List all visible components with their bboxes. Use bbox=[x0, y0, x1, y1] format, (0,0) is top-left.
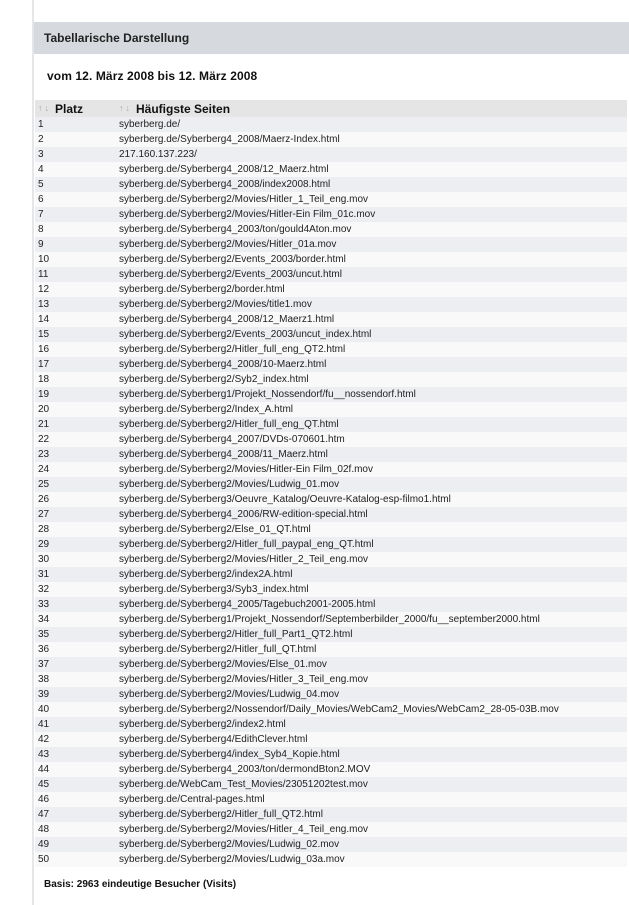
rank-cell: 20 bbox=[35, 402, 116, 417]
rank-cell: 15 bbox=[35, 327, 116, 342]
rank-sort-controls bbox=[38, 104, 49, 113]
page-cell: syberberg.de/Syberberg2/Movies/Hitler-Ein Film_01c.mov bbox=[116, 207, 627, 222]
table-row bbox=[35, 327, 627, 342]
rank-cell: 16 bbox=[35, 342, 116, 357]
page-cell: syberberg.de/Syberberg2/Index_A.html bbox=[116, 402, 627, 417]
table-row bbox=[35, 207, 627, 222]
table-row bbox=[35, 507, 627, 522]
rank-cell: 2 bbox=[35, 132, 116, 147]
rank-cell: 21 bbox=[35, 417, 116, 432]
page-cell: syberberg.de/Syberberg2/Movies/Hitler_1_Teil_eng.mov bbox=[116, 192, 627, 207]
rank-header-label: Platz bbox=[55, 101, 84, 116]
rank-cell: 22 bbox=[35, 432, 116, 447]
table-row bbox=[35, 387, 627, 402]
page-cell: syberberg.de/Syberberg2/Nossendorf/Daily_Movies/WebCam2_Movies/WebCam2_28-05-03B.mov bbox=[116, 702, 627, 717]
table-row bbox=[35, 147, 627, 162]
page-cell: syberberg.de/Syberberg2/Events_2003/uncut_index.html bbox=[116, 327, 627, 342]
table-row bbox=[35, 852, 627, 867]
rank-cell: 31 bbox=[35, 567, 116, 582]
table-row bbox=[35, 642, 627, 657]
page-cell: syberberg.de/Syberberg2/Events_2003/border.html bbox=[116, 252, 627, 267]
page-cell: syberberg.de/Syberberg4_2005/Tagebuch2001-2005.html bbox=[116, 597, 627, 612]
table-row bbox=[35, 627, 627, 642]
page-cell: syberberg.de/Syberberg1/Projekt_Nossendorf/fu__nossendorf.html bbox=[116, 387, 627, 402]
rank-cell: 9 bbox=[35, 237, 116, 252]
table-row bbox=[35, 462, 627, 477]
page-cell: syberberg.de/Syberberg4_2008/12_Maerz1.html bbox=[116, 312, 627, 327]
rank-cell: 18 bbox=[35, 372, 116, 387]
rank-cell: 24 bbox=[35, 462, 116, 477]
table-row bbox=[35, 597, 627, 612]
page-cell: syberberg.de/Syberberg2/Movies/Else_01.mov bbox=[116, 657, 627, 672]
table-row bbox=[35, 402, 627, 417]
table-row bbox=[35, 162, 627, 177]
page-cell: syberberg.de/Syberberg2/Movies/Hitler-Ein Film_02f.mov bbox=[116, 462, 627, 477]
table-row bbox=[35, 492, 627, 507]
rank-cell: 5 bbox=[35, 177, 116, 192]
basis-note: Basis: 2963 eindeutige Besucher (Visits) bbox=[44, 879, 237, 890]
table-row bbox=[35, 117, 627, 132]
rank-cell: 34 bbox=[35, 612, 116, 627]
table-row bbox=[35, 552, 627, 567]
table-row bbox=[35, 312, 627, 327]
page-cell: syberberg.de/Syberberg2/Movies/Hitler_2_Teil_eng.mov bbox=[116, 552, 627, 567]
table-row bbox=[35, 747, 627, 762]
table-row bbox=[35, 252, 627, 267]
rank-cell: 32 bbox=[35, 582, 116, 597]
table-row bbox=[35, 657, 627, 672]
rank-cell: 6 bbox=[35, 192, 116, 207]
page-cell: syberberg.de/Syberberg2/Movies/Hitler_4_Teil_eng.mov bbox=[116, 822, 627, 837]
page-cell: 217.160.137.223/ bbox=[116, 147, 627, 162]
sort-up-icon[interactable]: ↑ bbox=[119, 103, 124, 113]
table-row bbox=[35, 612, 627, 627]
rank-cell: 29 bbox=[35, 537, 116, 552]
page-cell: syberberg.de/Syberberg2/Movies/Hitler_01a.mov bbox=[116, 237, 627, 252]
left-sidebar bbox=[0, 0, 34, 905]
page-cell: syberberg.de/Syberberg4_2006/RW-edition-special.html bbox=[116, 507, 627, 522]
rank-cell: 25 bbox=[35, 477, 116, 492]
page-cell: syberberg.de/Syberberg4_2007/DVDs-070601.htm bbox=[116, 432, 627, 447]
page-cell: syberberg.de/Syberberg2/Movies/Ludwig_01.mov bbox=[116, 477, 627, 492]
page-cell: syberberg.de/Syberberg2/Else_01_QT.html bbox=[116, 522, 627, 537]
table-row bbox=[35, 717, 627, 732]
page-cell: syberberg.de/Syberberg2/index2.html bbox=[116, 717, 627, 732]
rank-cell: 14 bbox=[35, 312, 116, 327]
rank-cell: 17 bbox=[35, 357, 116, 372]
rank-cell: 37 bbox=[35, 657, 116, 672]
rank-cell: 27 bbox=[35, 507, 116, 522]
rank-column-header bbox=[35, 100, 116, 117]
table-row bbox=[35, 672, 627, 687]
page-column-header bbox=[116, 100, 627, 117]
table-row bbox=[35, 417, 627, 432]
rank-cell: 47 bbox=[35, 807, 116, 822]
table-row bbox=[35, 132, 627, 147]
rank-cell: 50 bbox=[35, 852, 116, 867]
rank-cell: 40 bbox=[35, 702, 116, 717]
page-cell: syberberg.de/Syberberg4_2008/index2008.html bbox=[116, 177, 627, 192]
table-row bbox=[35, 177, 627, 192]
table-row bbox=[35, 447, 627, 462]
rank-cell: 43 bbox=[35, 747, 116, 762]
table-row bbox=[35, 807, 627, 822]
page-sort-controls bbox=[119, 104, 130, 113]
page-cell: syberberg.de/Syberberg3/Oeuvre_Katalog/Oeuvre-Katalog-esp-filmo1.html bbox=[116, 492, 627, 507]
table-row bbox=[35, 792, 627, 807]
page-cell: syberberg.de/Syberberg4_2003/ton/gould4Aton.mov bbox=[116, 222, 627, 237]
page-cell: syberberg.de/Syberberg4_2008/11_Maerz.html bbox=[116, 447, 627, 462]
table-row bbox=[35, 732, 627, 747]
main-content bbox=[34, 0, 629, 905]
page-cell: syberberg.de/Syberberg2/Hitler_full_Part1_QT2.html bbox=[116, 627, 627, 642]
rank-cell: 12 bbox=[35, 282, 116, 297]
top-strip bbox=[34, 0, 629, 22]
table-row bbox=[35, 267, 627, 282]
table-row bbox=[35, 357, 627, 372]
rank-cell: 41 bbox=[35, 717, 116, 732]
page-cell: syberberg.de/Central-pages.html bbox=[116, 792, 627, 807]
page-cell: syberberg.de/Syberberg1/Projekt_Nossendorf/Septemberbilder_2000/fu__september2000.html bbox=[116, 612, 627, 627]
page-cell: syberberg.de/ bbox=[116, 117, 627, 132]
table-body bbox=[35, 117, 627, 867]
table-row bbox=[35, 432, 627, 447]
page-cell: syberberg.de/Syberberg4_2008/Maerz-Index.html bbox=[116, 132, 627, 147]
rank-cell: 10 bbox=[35, 252, 116, 267]
page-cell: syberberg.de/Syberberg2/Movies/Ludwig_02.mov bbox=[116, 837, 627, 852]
table-row bbox=[35, 762, 627, 777]
table-row bbox=[35, 222, 627, 237]
rank-cell: 3 bbox=[35, 147, 116, 162]
sort-down-icon[interactable]: ↓ bbox=[44, 103, 49, 113]
rank-cell: 46 bbox=[35, 792, 116, 807]
table-row bbox=[35, 522, 627, 537]
section-title: Tabellarische Darstellung bbox=[44, 31, 190, 45]
rank-cell: 4 bbox=[35, 162, 116, 177]
table-row bbox=[35, 372, 627, 387]
page-cell: syberberg.de/Syberberg2/Hitler_full_eng_QT2.html bbox=[116, 342, 627, 357]
rank-cell: 33 bbox=[35, 597, 116, 612]
page-cell: syberberg.de/Syberberg2/Movies/title1.mov bbox=[116, 297, 627, 312]
rank-cell: 36 bbox=[35, 642, 116, 657]
table-row bbox=[35, 297, 627, 312]
stats-table bbox=[35, 100, 627, 867]
table-row bbox=[35, 537, 627, 552]
table-row bbox=[35, 822, 627, 837]
rank-cell: 1 bbox=[35, 117, 116, 132]
table-row bbox=[35, 192, 627, 207]
table-row bbox=[35, 477, 627, 492]
page-cell: syberberg.de/WebCam_Test_Movies/23051202test.mov bbox=[116, 777, 627, 792]
page-cell: syberberg.de/Syberberg2/Hitler_full_paypal_eng_QT.html bbox=[116, 537, 627, 552]
table-row bbox=[35, 837, 627, 852]
page-cell: syberberg.de/Syberberg4_2008/12_Maerz.html bbox=[116, 162, 627, 177]
table-row bbox=[35, 687, 627, 702]
page-cell: syberberg.de/Syberberg4_2008/10-Maerz.html bbox=[116, 357, 627, 372]
page-cell: syberberg.de/Syberberg2/Hitler_full_QT2.html bbox=[116, 807, 627, 822]
page-cell: syberberg.de/Syberberg3/Syb3_index.html bbox=[116, 582, 627, 597]
table-row bbox=[35, 582, 627, 597]
rank-cell: 8 bbox=[35, 222, 116, 237]
rank-cell: 19 bbox=[35, 387, 116, 402]
section-header bbox=[34, 22, 629, 54]
page-cell: syberberg.de/Syberberg4/EdithClever.html bbox=[116, 732, 627, 747]
page-cell: syberberg.de/Syberberg2/Hitler_full_eng_QT.html bbox=[116, 417, 627, 432]
page-cell: syberberg.de/Syberberg2/border.html bbox=[116, 282, 627, 297]
table-row bbox=[35, 237, 627, 252]
page-cell: syberberg.de/Syberberg2/Movies/Ludwig_03a.mov bbox=[116, 852, 627, 867]
page-cell: syberberg.de/Syberberg2/Movies/Ludwig_04.mov bbox=[116, 687, 627, 702]
page-header-label: Häufigste Seiten bbox=[136, 101, 231, 116]
rank-cell: 28 bbox=[35, 522, 116, 537]
page-cell: syberberg.de/Syberberg2/Events_2003/uncut.html bbox=[116, 267, 627, 282]
rank-cell: 49 bbox=[35, 837, 116, 852]
page-cell: syberberg.de/Syberberg4/index_Syb4_Kopie.html bbox=[116, 747, 627, 762]
page-cell: syberberg.de/Syberberg2/Movies/Hitler_3_Teil_eng.mov bbox=[116, 672, 627, 687]
rank-cell: 42 bbox=[35, 732, 116, 747]
table-row bbox=[35, 702, 627, 717]
table-header-row bbox=[35, 100, 627, 117]
rank-cell: 26 bbox=[35, 492, 116, 507]
rank-cell: 48 bbox=[35, 822, 116, 837]
rank-cell: 45 bbox=[35, 777, 116, 792]
rank-cell: 38 bbox=[35, 672, 116, 687]
rank-cell: 39 bbox=[35, 687, 116, 702]
rank-cell: 30 bbox=[35, 552, 116, 567]
sort-up-icon[interactable]: ↑ bbox=[38, 103, 43, 113]
page-cell: syberberg.de/Syberberg2/index2A.html bbox=[116, 567, 627, 582]
rank-cell: 7 bbox=[35, 207, 116, 222]
table-row bbox=[35, 567, 627, 582]
page-cell: syberberg.de/Syberberg2/Hitler_full_QT.html bbox=[116, 642, 627, 657]
rank-cell: 23 bbox=[35, 447, 116, 462]
table-row bbox=[35, 282, 627, 297]
rank-cell: 44 bbox=[35, 762, 116, 777]
table-row bbox=[35, 342, 627, 357]
date-range: vom 12. März 2008 bis 12. März 2008 bbox=[47, 69, 258, 83]
page-cell: syberberg.de/Syberberg2/Syb2_index.html bbox=[116, 372, 627, 387]
page-cell: syberberg.de/Syberberg4_2003/ton/dermondBton2.MOV bbox=[116, 762, 627, 777]
rank-cell: 11 bbox=[35, 267, 116, 282]
rank-cell: 13 bbox=[35, 297, 116, 312]
sort-down-icon[interactable]: ↓ bbox=[125, 103, 130, 113]
rank-cell: 35 bbox=[35, 627, 116, 642]
table-row bbox=[35, 777, 627, 792]
